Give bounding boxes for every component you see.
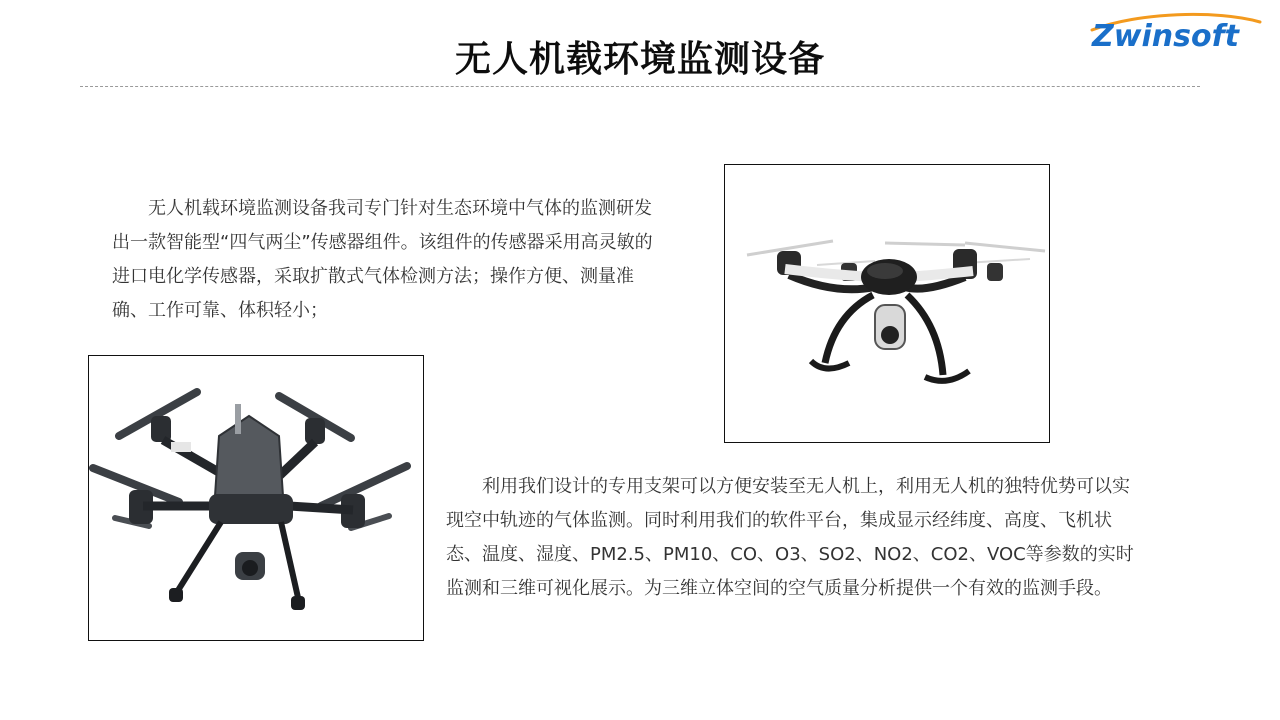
white-drone-icon — [725, 165, 1049, 442]
detail-paragraph: 利用我们设计的专用支架可以方便安装至无人机上，利用无人机的独特优势可以实现空中轨迹的气体监测。同时利用我们的软件平台，集成显示经纬度、高度、飞机状态、温度、湿度、PM2.5、PM10、CO、O3、SO2、NO2、CO2、VOC等参数的实时监测和三维可视化展示。为三维立体空间的空气质量分析提供一个有效的监测手段。 — [446, 476, 1134, 599]
logo-text: Zwinsoft — [1092, 19, 1239, 54]
drone-photo-white — [724, 164, 1050, 443]
title-divider — [80, 86, 1200, 87]
page-title: 无人机载环境监测设备 — [454, 39, 825, 80]
dark-drone-icon — [89, 356, 423, 640]
intro-paragraph: 无人机载环境监测设备我司专门针对生态环境中气体的监测研发出一款智能型“四气两尘”传感器组件。该组件的传感器采用高灵敏的进口电化学传感器，采取扩散式气体检测方法；操作方便、测量准确、工作可靠、体积轻小； — [112, 198, 653, 321]
drone-photo-dark — [88, 355, 424, 641]
